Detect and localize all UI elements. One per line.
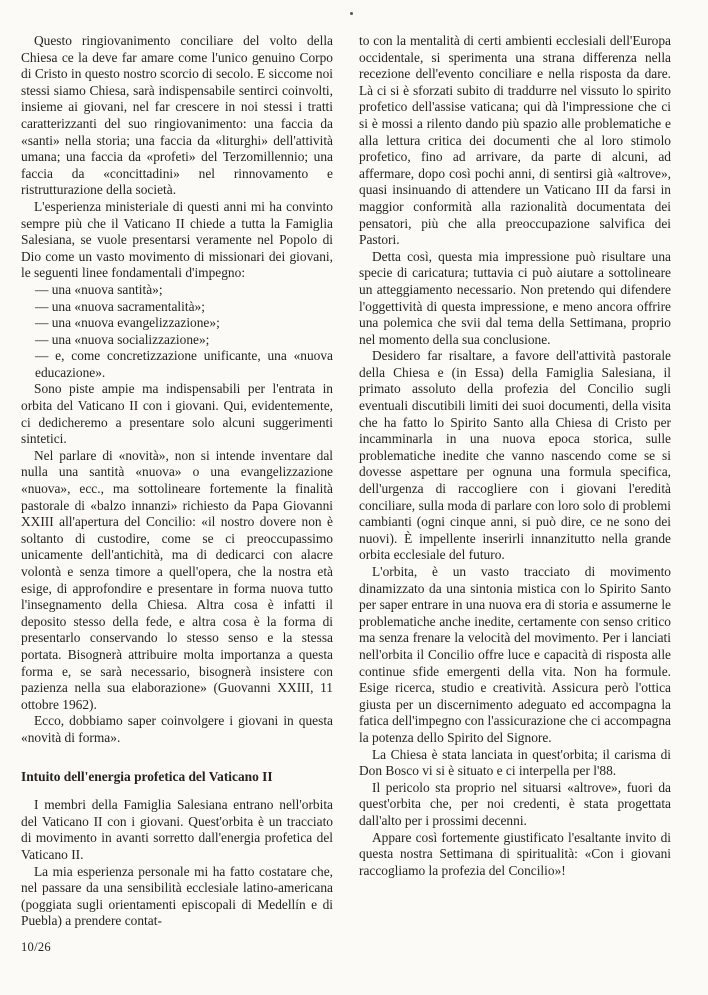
page-number: 10/26 <box>21 940 51 954</box>
page-body <box>21 33 671 963</box>
list-item: — una «nuova santità»; <box>35 281 163 297</box>
paragraph: L'esperienza ministeriale di questi anni mi ha convinto sempre più che il Vaticano II chiede a tutta la Famiglia Salesiana, se vuole presentarsi veramente nel Popolo di Dio come un vasto movimento di missionari dei giovani, le seguenti linee fondamentali d'impegno: <box>21 198 333 281</box>
left-column <box>21 33 333 963</box>
paragraph: La mia esperienza personale mi ha fatto costatare che, nel passare da una sensibilità ecclesiale latino-americana (poggiata sugli orientamenti episcopali di Medellín e di Puebla) a prendere contat- <box>21 863 333 929</box>
right-column <box>359 33 671 963</box>
paragraph: La Chiesa è stata lanciata in quest'orbita; il carisma di Don Bosco vi si è situato e ci interpella per l'88. <box>359 746 671 779</box>
top-mark <box>350 12 353 15</box>
section-heading: Intuito dell'energia profetica del Vaticano II <box>21 768 273 784</box>
paragraph: Sono piste ampie ma indispensabili per l'entrata in orbita del Vaticano II con i giovani. Qui, evidentemente, ci dedicheremo a presentare solo alcuni suggerimenti sintetici. <box>21 381 333 447</box>
paragraph: Desidero far risaltare, a favore dell'attività pastorale della Chiesa e (in Essa) della Famiglia Salesiana, il primato assoluto della profezia del Concilio sugli eventuali discutibili limiti dei suoi documenti, della visita che ha fatto lo Spirito Santo alla Chiesa di Cristo per incamminarla in una nuova epoca storica, sulle problematiche inedite che vanno nascendo come se si dovesse aspettare per ognuna una formula specifica, dell'urgenza di raccogliere con i giovani l'eredità conciliare, sulla moda di parlare con loro solo di problemi cambianti (ogni cinque anni, si può dire, ce ne sono dei nuovi). È impellente inserirli innanzitutto nella grande orbita ecclesiale del futuro. <box>359 348 671 563</box>
paragraph: Appare così fortemente giustificato l'esaltante invito di questa nostra Settimana di spiritualità: «Con i giovani raccogliamo la profezia del Concilio»! <box>359 829 671 878</box>
paragraph: Detta così, questa mia impressione può risultare una specie di caricatura; tuttavia ci può aiutare a sottolineare un atteggiamento necessario. Non pretendo qui difendere l'oggettività di questa impressione, e meno ancora offrire una polemica che svii dal tema della Settimana, proprio nel momento della sua conclusione. <box>359 248 671 347</box>
list-item: — una «nuova evangelizzazione»; <box>35 315 220 331</box>
list-item: — una «nuova sacramentalità»; <box>35 298 205 314</box>
paragraph: Nel parlare di «novità», non si intende inventare dal nulla una santità «nuova» o una evangelizzazione «nuova», ecc., ma sottolineare fortemente la finalità pastorale di «balzo innanzi» richiesto da Papa Giovanni XXIII all'apertura del Concilio: «il nostro dovere non è soltanto di custodire, come se ci preoccupassimo unicamente dell'antichità, ma di dedicarci con alacre volontà e senza timore a quell'opera, che la nostra età esige, di approfondire e presentare in forma nuova tutto l'insegnamento della Chiesa. Altra cosa è infatti il deposito stesso della fede, e altra cosa è la forma di presentarlo conservando lo stesso senso e la stessa portata. Bisognerà attribuire molta importanza a questa forma e, se sarà necessario, bisognerà insistere con pazienza nella sua elaborazione» (Guovanni XXIII, 11 ottobre 1962). <box>21 447 333 712</box>
paragraph: Ecco, dobbiamo saper coinvolgere i giovani in questa «novità di forma». <box>21 713 333 745</box>
paragraph: Questo ringiovanimento conciliare del volto della Chiesa ce la deve far amare come l'unico genuino Corpo di Cristo in questo nostro scorcio di secolo. E siccome noi stessi siamo Chiesa, sarà indispensabile sentirci coinvolti, insieme ai giovani, nel far crescere in noi stessi i tratti caratterizzanti del suo ringiovanimento: una faccia da «santi» nella storia; una faccia da «liturghi» dell'attività umana; una faccia da «profeti» del Terzomillennio; una faccia da «concittadini» nel rinnovamento e ristrutturazione della società. <box>21 33 333 198</box>
paragraph: L'orbita, è un vasto tracciato di movimento dinamizzato da una sintonia mistica con lo Spirito Santo per saper entrare in una nuova era di storia e assumerne le problematiche anche inedite, certamente con senso critico ma senza frenare la velocità del movimento. Per i lanciati nell'orbita il Concilio offre luce e capacità di risposta alle continue sfide emergenti della vita. Non ha formule. Esige ricerca, studio e creatività. Assicura però l'ottica giusta per un discernimento adeguato ed accompagna la fatica dell'impegno con l'assicurazione che ci accompagna la potenza dello Spirito del Signore. <box>359 564 671 745</box>
list-item: — e, come concretizzazione unificante, una «nuova educazione». <box>35 348 333 380</box>
paragraph: Il pericolo sta proprio nel situarsi «altrove», fuori da quest'orbita che, per noi credenti, è stata progettata dall'alto per i prossimi decenni. <box>359 779 671 828</box>
list-item: — una «nuova socializzazione»; <box>35 331 210 347</box>
paragraph: I membri della Famiglia Salesiana entrano nell'orbita del Vaticano II con i giovani. Quest'orbita è un tracciato di movimento in avanti sorretto dall'energia profetica del Vaticano II. <box>21 797 333 862</box>
paragraph: to con la mentalità di certi ambienti ecclesiali dell'Europa occidentale, si sperimenta una strana differenza nella recezione dell'evento conciliare e nella risposta da dare. Là ci si è sforzati subito di traddurre nel vissuto lo spirito profetico dell'assise vaticana; qui dà l'impressione che ci si è mossi a rilento dando più spazio alle problematiche e alla lettura critica dei documenti che al loro stimolo profetico, fino ad arrivare, da parte di alcuni, ad affermare, dopo così pochi anni, di sentirsi già «altrove», quasi insinuando di attendere un Vaticano III da farsi in maggior conformità alla razionalità documentata dei pensatori, più che alla preoccupazione salvifica dei Pastori. <box>359 33 671 248</box>
